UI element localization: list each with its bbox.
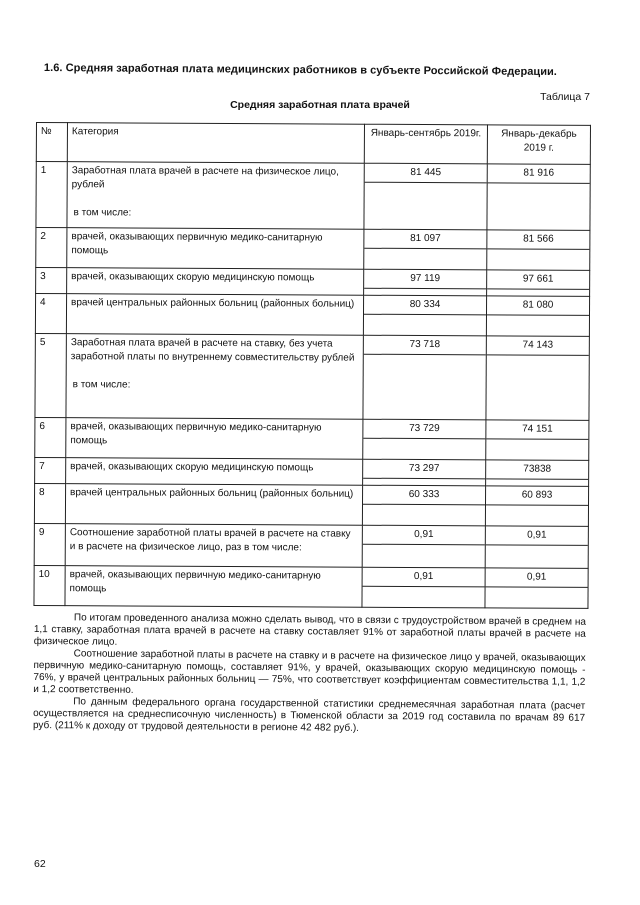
value-jan-sep: 60 333: [363, 488, 485, 506]
row-category: [65, 484, 362, 526]
value-jan-dec: 81 080: [487, 298, 589, 316]
table-label: Таблица 7: [540, 91, 590, 103]
row-value-jan-sep: [363, 295, 486, 336]
row-subnote: в том числе:: [72, 379, 131, 391]
row-category-text: врачей, оказывающих первичную медико-санитарную помощь: [70, 421, 322, 447]
row-value-jan-dec: [487, 270, 590, 297]
row-value-jan-dec: [486, 336, 589, 421]
row-category: [66, 418, 363, 460]
row-value-jan-dec: [486, 296, 589, 337]
row-number: 7: [35, 457, 66, 483]
table-row: [36, 228, 590, 271]
row-category-text: врачей, оказывающих первичную медико-санитарную помощь: [69, 569, 321, 595]
value-jan-sep: 81 445: [365, 166, 487, 184]
row-value-jan-dec: [486, 420, 589, 461]
paragraph: По итогам проведенного анализа можно сделать вывод, что в связи с трудоустройством врачей в среднем на 1,1 ставку, заработная плата врачей в расчете на ставку составляет 91% от заработной платы врачей в расчете на физическое лицо.: [33, 612, 586, 648]
table-row: [34, 523, 588, 568]
row-number: 5: [35, 333, 66, 417]
table-row: [34, 483, 588, 526]
row-value-jan-sep: [364, 269, 487, 296]
row-category-text: Заработная плата врачей в расчете на физическое лицо, рублей: [71, 165, 339, 191]
row-category: [67, 162, 364, 230]
row-value-jan-dec: [487, 230, 590, 271]
value-jan-dec: 74 151: [486, 422, 588, 440]
row-category-text: врачей центральных районных больниц (районных больниц): [70, 487, 354, 500]
row-category-text: Заработная плата врачей в расчете на ставку, без учета заработной платы по внутреннему совместительству рублей: [70, 337, 355, 364]
row-number: 9: [34, 523, 65, 565]
row-value-jan-sep: [362, 525, 485, 568]
header-category: Категория: [67, 123, 364, 164]
value-jan-dec: 73838: [486, 462, 588, 480]
row-category: [67, 228, 364, 270]
page-number: 62: [34, 858, 46, 870]
row-value-jan-sep: [362, 567, 485, 608]
row-value-jan-sep: [363, 459, 486, 486]
row-category: [67, 268, 364, 296]
value-jan-dec: 0,91: [486, 570, 588, 588]
value-jan-sep: 0,91: [363, 528, 485, 546]
header-num: №: [36, 123, 67, 162]
row-category: [66, 458, 363, 486]
row-value-jan-dec: [485, 486, 588, 527]
row-subnote: в том числе:: [73, 207, 132, 219]
value-jan-sep: 73 297: [363, 462, 485, 480]
row-value-jan-dec: [487, 164, 590, 231]
analysis-text: [33, 612, 586, 737]
table-row: [36, 162, 590, 231]
table-row: [35, 294, 589, 337]
row-number: 3: [36, 268, 67, 294]
value-jan-sep: 0,91: [363, 570, 485, 588]
row-number: 4: [35, 294, 66, 334]
paragraph: Соотношение заработной платы в расчете на ставку и в расчете на физическое лицо у врачей, оказывающих первичную медико-санитарную помощь, составляет 91%, у врачей, оказывающих скорую медицинскую помощь - 76%, у врачей центральных районных больниц — 75%, что соответствует коэффициентам совместительства 1,1, 1,2 и 1,2 соответственно.: [33, 648, 586, 696]
row-value-jan-dec: [486, 460, 589, 487]
row-value-jan-sep: [364, 163, 487, 230]
row-category: [65, 524, 362, 568]
salary-table: [33, 122, 591, 609]
value-jan-dec: 81 566: [487, 232, 589, 250]
row-number: 2: [36, 228, 67, 268]
value-jan-sep: 81 097: [364, 232, 486, 250]
row-number: 8: [34, 483, 65, 523]
row-number: 10: [34, 565, 65, 605]
row-value-jan-sep: [364, 229, 487, 270]
value-jan-sep: 80 334: [364, 298, 486, 316]
paragraph: По данным федерального органа государственной статистики среднемесячная заработная плата (расчет осуществляется на среднесписочную численность) в Тюменской области за 2019 год составила по врачам 89 617 руб. (211% к доходу от трудовой деятельности в регионе 42 482 руб.).: [32, 696, 586, 734]
table-row: [35, 417, 589, 460]
value-jan-sep: 97 119: [364, 272, 486, 290]
table-title: Средняя заработная плата врачей: [230, 99, 410, 111]
header-jan-sep: Январь-сентябрь 2019г.: [364, 124, 487, 164]
row-category-text: Соотношение заработной платы врачей в расчете на ставку и в расчете на физическое лицо, раз в том числе:: [69, 527, 351, 554]
row-value-jan-dec: [485, 568, 588, 609]
value-jan-sep: 73 718: [364, 338, 486, 356]
row-value-jan-dec: [485, 526, 588, 569]
value-jan-dec: 81 916: [488, 166, 590, 184]
row-value-jan-sep: [363, 419, 486, 460]
row-category-text: врачей, оказывающих первичную медико-санитарную помощь: [71, 231, 323, 257]
row-category: [65, 566, 362, 608]
row-category-text: врачей, оказывающих скорую медицинскую помощь: [70, 461, 314, 474]
row-number: 6: [35, 417, 66, 457]
value-jan-dec: 60 893: [486, 488, 588, 506]
value-jan-sep: 73 729: [363, 422, 485, 440]
value-jan-dec: 0,91: [486, 528, 588, 546]
table-body: [34, 162, 590, 609]
row-category-text: врачей центральных районных больниц (районных больниц): [71, 297, 355, 310]
row-number: 1: [36, 162, 67, 228]
header-jan-dec: Январь-декабрь 2019 г.: [487, 125, 590, 165]
table-row: [35, 333, 589, 420]
section-heading: 1.6. Средняя заработная плата медицинских работников в субъекте Российской Федерации.: [43, 62, 557, 79]
table-header-row: [36, 123, 590, 165]
row-category-text: врачей, оказывающих скорую медицинскую помощь: [71, 271, 315, 284]
row-value-jan-sep: [362, 485, 485, 526]
row-category: [66, 334, 363, 420]
table-row: [35, 457, 589, 486]
table-row: [36, 268, 590, 297]
table-row: [34, 565, 588, 608]
row-value-jan-sep: [363, 335, 486, 420]
row-category: [66, 294, 363, 336]
value-jan-dec: 97 661: [487, 272, 589, 290]
value-jan-dec: 74 143: [487, 338, 589, 356]
